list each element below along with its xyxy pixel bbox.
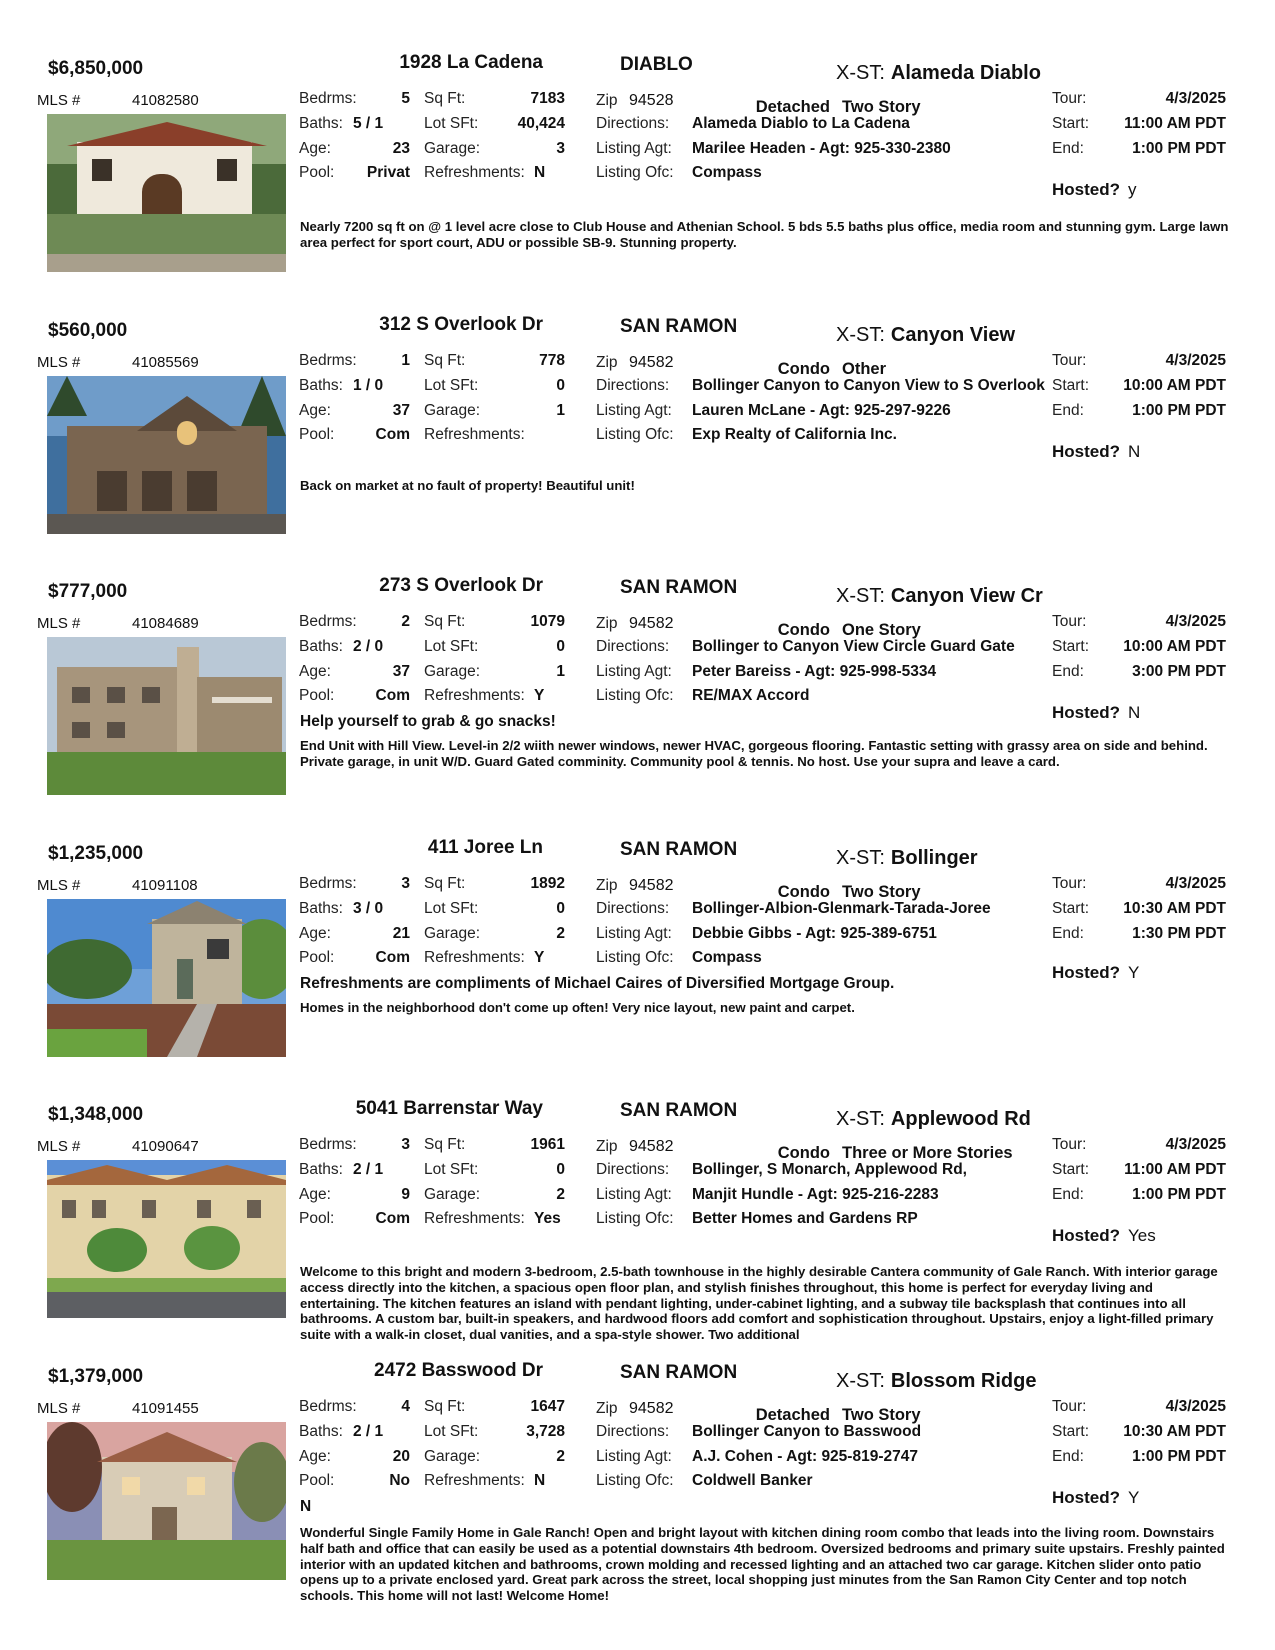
sqft-label: Sq Ft:: [424, 90, 466, 107]
listing-card: [0, 835, 1275, 1095]
listing-remarks: Welcome to this bright and modern 3-bedroom, 2.5-bath townhouse in the highly desirable Cantera community of Gale Ranch. With interior garage access directly into the kitchen, a spacious open floor plan, and stylish finishes throughout, this home is perfect for everyday living and entertaining. The kitchen features an island with pendant lighting, under-cabinet lighting, and a subway tile backsplash that continues into all bathrooms. A custom bar, built-in speakers, and hardwood floors add comfort and sophistication throughout. Upstairs, enjoy a light-filled primary suite with a walk-in closet, dual vanities, and a spa-style shower. Two additional: [300, 1264, 1218, 1343]
pool-label: Pool:: [299, 1210, 335, 1227]
cross-street: [836, 585, 1043, 608]
bedrooms-value: 3: [401, 875, 410, 892]
directions-label: Directions:: [596, 1423, 670, 1440]
zip-label: Zip: [596, 1400, 618, 1417]
listing-card: [0, 1096, 1275, 1356]
listing-agent-value: A.J. Cohen - Agt: 925-819-2747: [692, 1448, 918, 1465]
end-time: 1:00 PM PDT: [1132, 1186, 1226, 1203]
mls-label: MLS #: [37, 615, 81, 632]
garage-label: Garage:: [424, 1448, 481, 1465]
zip-label: Zip: [596, 354, 618, 371]
refreshments-label: Refreshments:: [424, 687, 525, 704]
baths-label: Baths:: [299, 1423, 343, 1440]
cross-street-label: X-ST:: [836, 1108, 885, 1130]
listing-office-label: Listing Ofc:: [596, 687, 674, 704]
pool-label: Pool:: [299, 426, 335, 443]
sqft-value: 778: [539, 352, 565, 369]
start-time: 10:00 AM PDT: [1123, 638, 1226, 655]
start-label: Start:: [1052, 1423, 1090, 1440]
age-value: 23: [392, 140, 410, 157]
listing-address: 5041 Barrenstar Way: [355, 1098, 543, 1119]
refreshments-label: Refreshments:: [424, 1210, 525, 1227]
refreshments-value: Yes: [534, 1210, 561, 1227]
listing-city: SAN RAMON: [620, 1362, 738, 1383]
listing-office-value: RE/MAX Accord: [692, 687, 810, 704]
listing-address: 1928 La Cadena: [399, 52, 543, 73]
pool-label: Pool:: [299, 949, 335, 966]
hosted-value: N: [1128, 442, 1141, 461]
bedrooms-value: 3: [401, 1136, 410, 1153]
tour-label: Tour:: [1052, 1398, 1087, 1415]
refreshments-value: N: [534, 164, 546, 181]
zip-label: Zip: [596, 92, 618, 109]
directions-label: Directions:: [596, 1161, 670, 1178]
end-label: End:: [1052, 663, 1084, 680]
listing-office-value: Exp Realty of California Inc.: [692, 426, 897, 443]
start-time: 10:30 AM PDT: [1123, 900, 1226, 917]
pool-label: Pool:: [299, 164, 335, 181]
refreshments-label: Refreshments:: [424, 1472, 525, 1489]
refreshments-value: N: [534, 1472, 546, 1489]
tour-label: Tour:: [1052, 90, 1087, 107]
cross-street-value: Bollinger: [890, 847, 978, 869]
garage-value: 3: [556, 140, 565, 157]
refreshments-label: Refreshments:: [424, 164, 525, 181]
zip-value: 94528: [629, 92, 674, 109]
property-type-value: Detached: [755, 1406, 830, 1424]
baths-value: 2 / 1: [353, 1423, 384, 1440]
listing-agent-label: Listing Agt:: [596, 925, 672, 942]
bedrooms-label: Bedrms:: [299, 613, 357, 630]
listing-office-value: Compass: [692, 949, 762, 966]
garage-value: 1: [556, 402, 565, 419]
baths-value: 2 / 1: [353, 1161, 384, 1178]
start-time: 10:30 AM PDT: [1123, 1423, 1226, 1440]
tour-date: 4/3/2025: [1165, 875, 1226, 892]
pool-value: Com: [375, 949, 410, 966]
baths-value: 1 / 0: [353, 377, 384, 394]
garage-value: 2: [556, 1186, 565, 1203]
baths-value: 3 / 0: [353, 900, 384, 917]
listing-price: $560,000: [48, 320, 128, 341]
directions-label: Directions:: [596, 377, 670, 394]
property-type-value: Condo: [777, 621, 830, 639]
listing-note: N: [300, 1498, 312, 1515]
zip-value: 94582: [629, 1400, 674, 1417]
property-type-value: Condo: [777, 360, 830, 378]
pool-value: Com: [375, 426, 410, 443]
garage-label: Garage:: [424, 402, 481, 419]
tour-date: 4/3/2025: [1165, 1398, 1226, 1415]
listing-address: 312 S Overlook Dr: [379, 314, 543, 335]
listing-card: [0, 1358, 1275, 1650]
directions-value: Bollinger to Canyon View Circle Guard Gate: [692, 638, 1015, 655]
mls-label: MLS #: [37, 877, 81, 894]
lot-sqft-label: Lot SFt:: [424, 115, 479, 132]
garage-value: 1: [556, 663, 565, 680]
listing-office-value: Coldwell Banker: [692, 1472, 813, 1489]
directions-value: Bollinger Canyon to Basswood: [692, 1423, 922, 1440]
zip-value: 94582: [629, 354, 674, 371]
end-time: 1:00 PM PDT: [1132, 1448, 1226, 1465]
end-label: End:: [1052, 925, 1084, 942]
bedrooms-value: 5: [401, 90, 410, 107]
bedrooms-label: Bedrms:: [299, 90, 357, 107]
bedrooms-value: 2: [401, 613, 410, 630]
lot-sqft-value: 0: [556, 1161, 565, 1178]
bedrooms-label: Bedrms:: [299, 875, 357, 892]
lot-sqft-value: 0: [556, 900, 565, 917]
tour-label: Tour:: [1052, 352, 1087, 369]
end-time: 1:00 PM PDT: [1132, 402, 1226, 419]
mls-number: 41082580: [132, 92, 199, 109]
zip-value: 94582: [629, 877, 674, 894]
listing-note: Help yourself to grab & go snacks!: [300, 713, 556, 730]
property-style-value: Other: [842, 360, 887, 378]
listing-agent-value: Debbie Gibbs - Agt: 925-389-6751: [692, 925, 937, 942]
cross-street-value: Canyon View Cr: [890, 585, 1043, 607]
lot-sqft-value: 40,424: [517, 115, 565, 132]
listing-address: 2472 Basswood Dr: [374, 1360, 543, 1381]
mls-number: 41091108: [132, 877, 198, 894]
property-photo: [47, 376, 286, 534]
sqft-label: Sq Ft:: [424, 613, 466, 630]
bedrooms-value: 1: [401, 352, 410, 369]
age-value: 20: [392, 1448, 410, 1465]
end-label: End:: [1052, 1186, 1084, 1203]
cross-street: [836, 847, 978, 870]
hosted: [1052, 180, 1137, 200]
cross-street: [836, 1108, 1031, 1131]
bedrooms-value: 4: [401, 1398, 410, 1415]
zip-label: Zip: [596, 615, 618, 632]
property-style-value: Two Story: [842, 98, 921, 116]
listing-remarks: Wonderful Single Family Home in Gale Ranch! Open and bright layout with kitchen dining room combo that leads into the living room. Downstairs half bath and office that can easily be used as a potential downstairs 4th bedroom. Oversized bedrooms and primary suite upstairs. Freshly painted interior with an updated kitchen and bathrooms, crown molding and recessed lighting and an attached two car garage. Kitchen slider onto patio opens up to a private enclosed yard. Great park across the street, local shopping just minutes from the San Ramon City Center and top notch schools. This home will not last! Welcome Home!: [300, 1525, 1225, 1604]
tour-date: 4/3/2025: [1165, 1136, 1226, 1153]
pool-label: Pool:: [299, 1472, 335, 1489]
listing-agent-label: Listing Agt:: [596, 140, 672, 157]
hosted-value: Yes: [1128, 1226, 1156, 1245]
zip-label: Zip: [596, 877, 618, 894]
lot-sqft-value: 3,728: [526, 1423, 565, 1440]
cross-street-value: Blossom Ridge: [890, 1370, 1037, 1392]
mls-label: MLS #: [37, 1400, 81, 1417]
hosted-label: Hosted?: [1052, 442, 1120, 461]
age-label: Age:: [299, 140, 331, 157]
listing-agent-value: Marilee Headen - Agt: 925-330-2380: [692, 140, 951, 157]
hosted-value: N: [1128, 703, 1141, 722]
zip-value: 94582: [629, 615, 674, 632]
listing-remarks: Homes in the neighborhood don't come up often! Very nice layout, new paint and carpet.: [300, 1000, 855, 1015]
listing-card: [0, 50, 1275, 310]
cross-street: [836, 1370, 1036, 1393]
listing-office-value: Compass: [692, 164, 762, 181]
garage-value: 2: [556, 925, 565, 942]
start-time: 11:00 AM PDT: [1124, 1161, 1226, 1178]
tour-date: 4/3/2025: [1165, 613, 1226, 630]
listing-city: SAN RAMON: [620, 577, 738, 598]
property-style-value: Two Story: [842, 1406, 921, 1424]
listing-office-label: Listing Ofc:: [596, 1210, 674, 1227]
lot-sqft-value: 0: [556, 377, 565, 394]
directions-value: Alameda Diablo to La Cadena: [692, 115, 910, 132]
baths-label: Baths:: [299, 115, 343, 132]
hosted-label: Hosted?: [1052, 703, 1120, 722]
property-type-value: Condo: [777, 883, 830, 901]
baths-label: Baths:: [299, 638, 343, 655]
refreshments-value: Y: [534, 687, 545, 704]
garage-value: 2: [556, 1448, 565, 1465]
age-label: Age:: [299, 402, 331, 419]
listing-remarks: Nearly 7200 sq ft on @ 1 level acre close to Club House and Athenian School. 5 bds 5.5 baths plus office, media room and stunning gym. Large lawn area perfect for sport court, ADU or possible SB-9. Stunning property.: [300, 219, 1229, 250]
mls-number: 41090647: [132, 1138, 199, 1155]
baths-label: Baths:: [299, 1161, 343, 1178]
tour-label: Tour:: [1052, 1136, 1087, 1153]
mls-label: MLS #: [37, 1138, 81, 1155]
lot-sqft-label: Lot SFt:: [424, 1161, 479, 1178]
cross-street: [836, 62, 1041, 85]
listing-office-label: Listing Ofc:: [596, 164, 674, 181]
bedrooms-label: Bedrms:: [299, 352, 357, 369]
property-style-value: Two Story: [842, 883, 921, 901]
start-label: Start:: [1052, 115, 1090, 132]
end-time: 3:00 PM PDT: [1132, 663, 1226, 680]
end-label: End:: [1052, 140, 1084, 157]
end-label: End:: [1052, 402, 1084, 419]
listing-office-value: Better Homes and Gardens RP: [692, 1210, 918, 1227]
directions-label: Directions:: [596, 115, 670, 132]
garage-label: Garage:: [424, 140, 481, 157]
directions-label: Directions:: [596, 638, 670, 655]
end-time: 1:30 PM PDT: [1132, 925, 1226, 942]
zip-label: Zip: [596, 1138, 618, 1155]
age-label: Age:: [299, 1448, 331, 1465]
start-label: Start:: [1052, 900, 1090, 917]
sqft-value: 1892: [530, 875, 565, 892]
lot-sqft-label: Lot SFt:: [424, 1423, 479, 1440]
listing-city: SAN RAMON: [620, 1100, 738, 1121]
cross-street: [836, 324, 1015, 347]
cross-street-label: X-ST:: [836, 847, 885, 869]
start-time: 11:00 AM PDT: [1124, 115, 1226, 132]
pool-label: Pool:: [299, 687, 335, 704]
cross-street-label: X-ST:: [836, 585, 885, 607]
mls-number: 41084689: [132, 615, 199, 632]
pool-value: Com: [375, 687, 410, 704]
age-value: 37: [392, 663, 410, 680]
pool-value: No: [389, 1472, 410, 1489]
listing-agent-label: Listing Agt:: [596, 1448, 672, 1465]
lot-sqft-label: Lot SFt:: [424, 377, 479, 394]
lot-sqft-label: Lot SFt:: [424, 638, 479, 655]
listing-agent-value: Manjit Hundle - Agt: 925-216-2283: [692, 1186, 939, 1203]
property-style-value: One Story: [842, 621, 921, 639]
directions-value: Bollinger-Albion-Glenmark-Tarada-Joree: [692, 900, 991, 917]
pool-value: Privat: [366, 164, 410, 181]
hosted: [1052, 442, 1140, 462]
hosted-label: Hosted?: [1052, 963, 1120, 982]
sqft-label: Sq Ft:: [424, 352, 466, 369]
age-value: 9: [401, 1186, 410, 1203]
garage-label: Garage:: [424, 925, 481, 942]
bedrooms-label: Bedrms:: [299, 1398, 357, 1415]
directions-label: Directions:: [596, 900, 670, 917]
age-label: Age:: [299, 663, 331, 680]
hosted-label: Hosted?: [1052, 1488, 1120, 1507]
age-label: Age:: [299, 925, 331, 942]
property-style-value: Three or More Stories: [842, 1144, 1013, 1162]
cross-street-value: Alameda Diablo: [890, 62, 1041, 84]
listing-price: $6,850,000: [48, 58, 144, 79]
property-photo: [47, 637, 286, 795]
pool-value: Com: [375, 1210, 410, 1227]
garage-label: Garage:: [424, 663, 481, 680]
listing-office-label: Listing Ofc:: [596, 949, 674, 966]
mls-number: 41085569: [132, 354, 199, 371]
refreshments-label: Refreshments:: [424, 949, 525, 966]
end-label: End:: [1052, 1448, 1084, 1465]
cross-street-value: Canyon View: [890, 324, 1016, 346]
listing-office-label: Listing Ofc:: [596, 1472, 674, 1489]
directions-value: Bollinger Canyon to Canyon View to S Overlook: [692, 377, 1045, 394]
cross-street-label: X-ST:: [836, 62, 885, 84]
listing-office-label: Listing Ofc:: [596, 426, 674, 443]
hosted-value: y: [1128, 180, 1137, 199]
sqft-value: 1647: [530, 1398, 565, 1415]
tour-label: Tour:: [1052, 875, 1087, 892]
hosted-value: Y: [1128, 963, 1140, 982]
listing-address: 273 S Overlook Dr: [379, 575, 543, 596]
lot-sqft-value: 0: [556, 638, 565, 655]
start-label: Start:: [1052, 638, 1090, 655]
baths-value: 2 / 0: [353, 638, 384, 655]
hosted-value: Y: [1128, 1488, 1140, 1507]
listing-remarks: End Unit with Hill View. Level-in 2/2 wiith newer windows, newer HVAC, gorgeous flooring. Fantastic setting with grassy area on side and behind. Private garage, in unit W/D. Guard Gated comminity. Community pool & tennis. No host. Use your supra and leave a card.: [300, 738, 1208, 769]
hosted-label: Hosted?: [1052, 1226, 1120, 1245]
listing-price: $1,348,000: [48, 1104, 144, 1125]
age-label: Age:: [299, 1186, 331, 1203]
property-type-value: Condo: [777, 1144, 830, 1162]
listing-price: $1,379,000: [48, 1366, 144, 1387]
cross-street-value: Applewood Rd: [890, 1108, 1031, 1130]
refreshments-value: Y: [534, 949, 545, 966]
sqft-value: 1961: [530, 1136, 565, 1153]
listing-price: $777,000: [48, 581, 128, 602]
tour-label: Tour:: [1052, 613, 1087, 630]
baths-label: Baths:: [299, 900, 343, 917]
listing-note: Refreshments are compliments of Michael Caires of Diversified Mortgage Group.: [300, 975, 895, 992]
sqft-label: Sq Ft:: [424, 875, 466, 892]
listing-agent-label: Listing Agt:: [596, 663, 672, 680]
cross-street-label: X-ST:: [836, 1370, 885, 1392]
property-photo: [47, 1160, 286, 1318]
start-time: 10:00 AM PDT: [1123, 377, 1226, 394]
start-label: Start:: [1052, 1161, 1090, 1178]
property-photo: [47, 1422, 286, 1580]
listing-card: [0, 312, 1275, 572]
sqft-label: Sq Ft:: [424, 1136, 466, 1153]
sqft-value: 7183: [530, 90, 565, 107]
listing-agent-label: Listing Agt:: [596, 402, 672, 419]
sqft-value: 1079: [530, 613, 565, 630]
listing-city: SAN RAMON: [620, 839, 738, 860]
listing-address: 411 Joree Ln: [427, 837, 543, 858]
property-photo: [47, 899, 286, 1057]
hosted: [1052, 1226, 1156, 1246]
end-time: 1:00 PM PDT: [1132, 140, 1226, 157]
baths-label: Baths:: [299, 377, 343, 394]
directions-value: Bollinger, S Monarch, Applewood Rd,: [692, 1161, 967, 1178]
tour-date: 4/3/2025: [1165, 352, 1226, 369]
sqft-label: Sq Ft:: [424, 1398, 466, 1415]
mls-label: MLS #: [37, 354, 81, 371]
tour-date: 4/3/2025: [1165, 90, 1226, 107]
baths-value: 5 / 1: [353, 115, 384, 132]
mls-number: 41091455: [132, 1400, 199, 1417]
listing-agent-value: Lauren McLane - Agt: 925-297-9226: [692, 402, 951, 419]
hosted-label: Hosted?: [1052, 180, 1120, 199]
cross-street-label: X-ST:: [836, 324, 885, 346]
garage-label: Garage:: [424, 1186, 481, 1203]
listing-agent-label: Listing Agt:: [596, 1186, 672, 1203]
refreshments-label: Refreshments:: [424, 426, 525, 443]
age-value: 37: [392, 402, 410, 419]
zip-value: 94582: [629, 1138, 674, 1155]
lot-sqft-label: Lot SFt:: [424, 900, 479, 917]
start-label: Start:: [1052, 377, 1090, 394]
property-type-value: Detached: [755, 98, 830, 116]
listing-city: DIABLO: [620, 54, 693, 75]
listing-price: $1,235,000: [48, 843, 144, 864]
mls-label: MLS #: [37, 92, 81, 109]
listing-city: SAN RAMON: [620, 316, 738, 337]
listing-remarks: Back on market at no fault of property! Beautiful unit!: [300, 478, 635, 493]
bedrooms-label: Bedrms:: [299, 1136, 357, 1153]
age-value: 21: [392, 925, 410, 942]
listing-agent-value: Peter Bareiss - Agt: 925-998-5334: [692, 663, 937, 680]
listing-card: [0, 573, 1275, 833]
property-photo: [47, 114, 286, 272]
